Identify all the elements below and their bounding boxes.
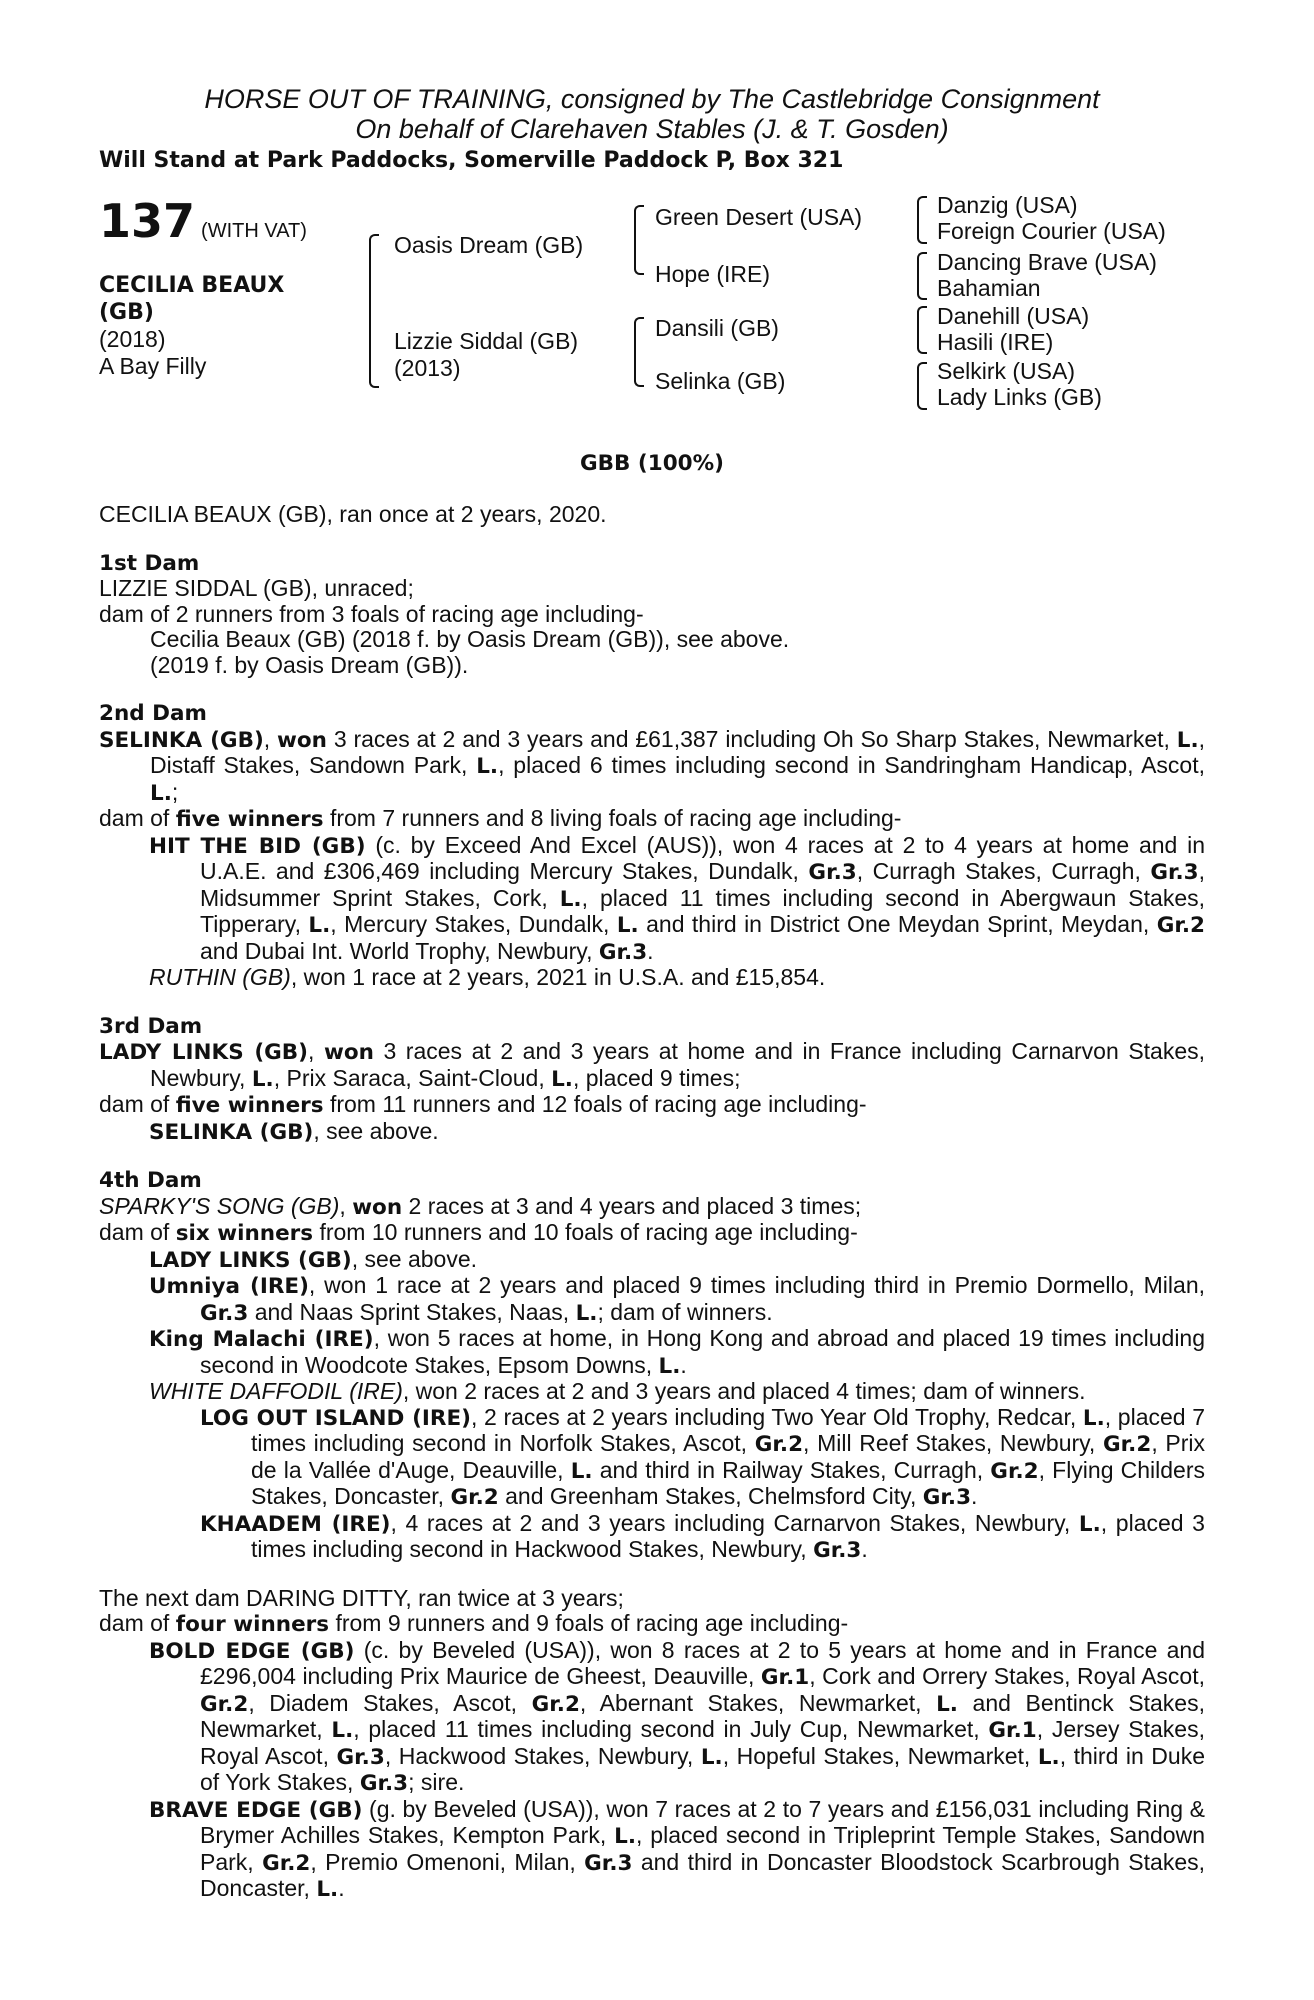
gbb-rating: GBB (100%) [580, 451, 724, 476]
dam4-produce-1: LADY LINKS (GB), see above. [149, 1245, 477, 1273]
dam1-line4: (2019 f. by Oasis Dream (GB)). [150, 651, 469, 678]
dam3-produce-line: dam of five winners from 11 runners and 12 foals of racing age including- [99, 1091, 867, 1118]
lot-heading [99, 194, 307, 248]
dam1-line3: Cecilia Beaux (GB) (2018 f. by Oasis Dream (GB)), see above. [150, 626, 790, 652]
horse-year: (2018) [99, 326, 166, 352]
second-dam-section [99, 700, 1205, 991]
dam-year: (2013) [394, 355, 461, 381]
brace-gen1 [369, 234, 379, 388]
catalogue-page [99, 84, 1205, 1903]
third-dam-section [99, 1013, 1205, 1146]
section-title: 1st Dam [99, 550, 200, 576]
sire-dam-dam: Bahamian [937, 275, 1041, 301]
first-dam-section [99, 550, 1205, 679]
next-dam-section [99, 1586, 1205, 1903]
dam3-produce-1: SELINKA (GB), see above. [149, 1117, 439, 1145]
sire-dam: Hope (IRE) [655, 261, 771, 287]
dam: Lizzie Siddal (GB) [394, 328, 579, 354]
dam3-entry: LADY LINKS (GB), won 3 races at 2 and 3 years at home and in France including Carnarvon Stakes, Newbury, L., Prix Saraca, Saint-Cloud, L., placed 9 times; [99, 1038, 1206, 1092]
dam4-produce-4: WHITE DAFFODIL (IRE), won 2 races at 2 and 3 years and placed 4 times; dam of winners. [149, 1378, 1086, 1404]
brace-dam [634, 317, 644, 387]
dam4-produce-line: dam of six winners from 10 runners and 10 foals of racing age including- [99, 1219, 858, 1246]
dam-dam-sire: Selkirk (USA) [937, 358, 1076, 384]
behalf-line: On behalf of Clarehaven Stables (J. & T. Gosden) [355, 114, 949, 144]
dam-dam: Selinka (GB) [655, 368, 786, 394]
section-title: 2nd Dam [99, 701, 207, 726]
dam2-produce-1: HIT THE BID (GB) (c. by Exceed And Excel (AUS)), won 4 races at 2 to 4 years at home and in U.A.E. and £306,469 including Mercury Stakes, Dundalk, Gr.3, Curragh Stakes, Curragh, Gr.3, Midsummer Sprint Stakes, Cork, L., placed 11 times including second in Abergwaun Stakes, Tipperary, L., Mercury Stakes, Dundalk, L. and third in District One Meydan Sprint, Meydan, Gr.2 and Dubai Int. World Trophy, Newbury, Gr.3. [149, 831, 1206, 965]
brace-ds [917, 306, 927, 354]
dam-sire-sire: Danehill (USA) [937, 303, 1090, 329]
brace-ss [917, 196, 927, 244]
sire-sire-dam: Foreign Courier (USA) [937, 218, 1166, 244]
sire-dam-sire: Dancing Brave (USA) [937, 249, 1157, 275]
dam4-produce-3: King Malachi (IRE), won 5 races at home, in Hong Kong and abroad and placed 19 times including second in Woodcote Stakes, Epsom Downs, L.. [149, 1325, 1206, 1379]
sire-sire: Green Desert (USA) [655, 204, 863, 230]
brace-dd [917, 362, 927, 410]
horse-info [99, 272, 339, 380]
dam-dam-dam: Lady Links (GB) [937, 384, 1102, 410]
race-summary: CECILIA BEAUX (GB), ran once at 2 years, 2020. [99, 501, 607, 527]
dam4-grandproduce-2: KHAADEM (IRE), 4 races at 2 and 3 years including Carnarvon Stakes, Newbury, L., placed 3 times including second in Hackwood Stakes, Newbury, Gr.3. [200, 1509, 1205, 1563]
dam1-line2: dam of 2 runners from 3 foals of racing age including- [99, 600, 644, 627]
next-dam-produce-line: dam of four winners from 9 runners and 9 foals of racing age including- [99, 1610, 849, 1637]
horse-country: (GB) [99, 300, 154, 325]
fourth-dam-section [99, 1167, 1205, 1564]
pedigree-table [99, 194, 1205, 484]
dam2-produce-line: dam of five winners from 7 runners and 8 living foals of racing age including- [99, 805, 902, 832]
next-dam-produce-2: BRAVE EDGE (GB) (g. by Beveled (USA)), won 7 races at 2 to 7 years and £156,031 including Ring & Brymer Achilles Stakes, Kempton Park, L., placed second in Tripleprint Temple Stakes, Sandown Park, Gr.2, Premio Omenoni, Milan, Gr.3 and third in Doncaster Bloodstock Scarbrough Stakes, Doncaster, L.. [149, 1795, 1205, 1902]
dam2-entry: SELINKA (GB), won 3 races at 2 and 3 years and £61,387 including Oh So Sharp Stakes, Newmarket, L., Distaff Stakes, Sandown Park, L., placed 6 times including second in Sandringham Handicap, Ascot, L.; [99, 725, 1206, 806]
sire-sire-sire: Danzig (USA) [937, 192, 1078, 218]
dam1-line1: LIZZIE SIDDAL (GB), unraced; [99, 575, 414, 601]
horse-description: A Bay Filly [99, 353, 207, 379]
brace-sd [917, 252, 927, 300]
dam2-produce-2: RUTHIN (GB), won 1 race at 2 years, 2021 in U.S.A. and £15,854. [149, 964, 826, 990]
vat-label: (WITH VAT) [201, 220, 307, 242]
brace-sire [634, 205, 644, 275]
section-title: 4th Dam [99, 1168, 202, 1193]
dam4-entry: SPARKY'S SONG (GB), won 2 races at 3 and 4 years and placed 3 times; [99, 1192, 862, 1220]
dam-sire: Dansili (GB) [655, 315, 779, 341]
next-dam-line: The next dam DARING DITTY, ran twice at 3 years; [99, 1584, 624, 1611]
section-title: 3rd Dam [99, 1013, 203, 1039]
dam-sire-dam: Hasili (IRE) [937, 329, 1054, 355]
sire: Oasis Dream (GB) [394, 232, 584, 258]
horse-name: CECILIA BEAUX [99, 273, 285, 298]
dam4-grandproduce-1: LOG OUT ISLAND (IRE), 2 races at 2 years including Two Year Old Trophy, Redcar, L., placed 7 times including second in Norfolk Stakes, Ascot, Gr.2, Mill Reef Stakes, Newbury, Gr.2, Prix de la Vallée d'Auge, Deauville, L. and third in Railway Stakes, Curragh, Gr.2, Flying Childers Stakes, Doncaster, Gr.2 and Greenham Stakes, Chelmsford City, Gr.3. [200, 1403, 1205, 1510]
consignment-line: HORSE OUT OF TRAINING, consigned by The Castlebridge Consignment [204, 84, 1100, 114]
lot-number: 137 [99, 194, 196, 248]
location-line: Will Stand at Park Paddocks, Somerville Paddock P, Box 321 [99, 148, 844, 173]
dam4-produce-2: Umniya (IRE), won 1 race at 2 years and placed 9 times including third in Premio Dormello, Milan, Gr.3 and Naas Sprint Stakes, Naas, L.; dam of winners. [149, 1272, 1205, 1326]
next-dam-produce-1: BOLD EDGE (GB) (c. by Beveled (USA)), won 8 races at 2 to 5 years at home and in France and £296,004 including Prix Maurice de Gheest, Deauville, Gr.1, Cork and Orrery Stakes, Royal Ascot, Gr.2, Diadem Stakes, Ascot, Gr.2, Abernant Stakes, Newmarket, L. and Bentinck Stakes, Newmarket, L., placed 11 times including second in July Cup, Newmarket, Gr.1, Jersey Stakes, Royal Ascot, Gr.3, Hackwood Stakes, Newbury, L., Hopeful Stakes, Newmarket, L., third in Duke of York Stakes, Gr.3; sire. [149, 1636, 1206, 1796]
